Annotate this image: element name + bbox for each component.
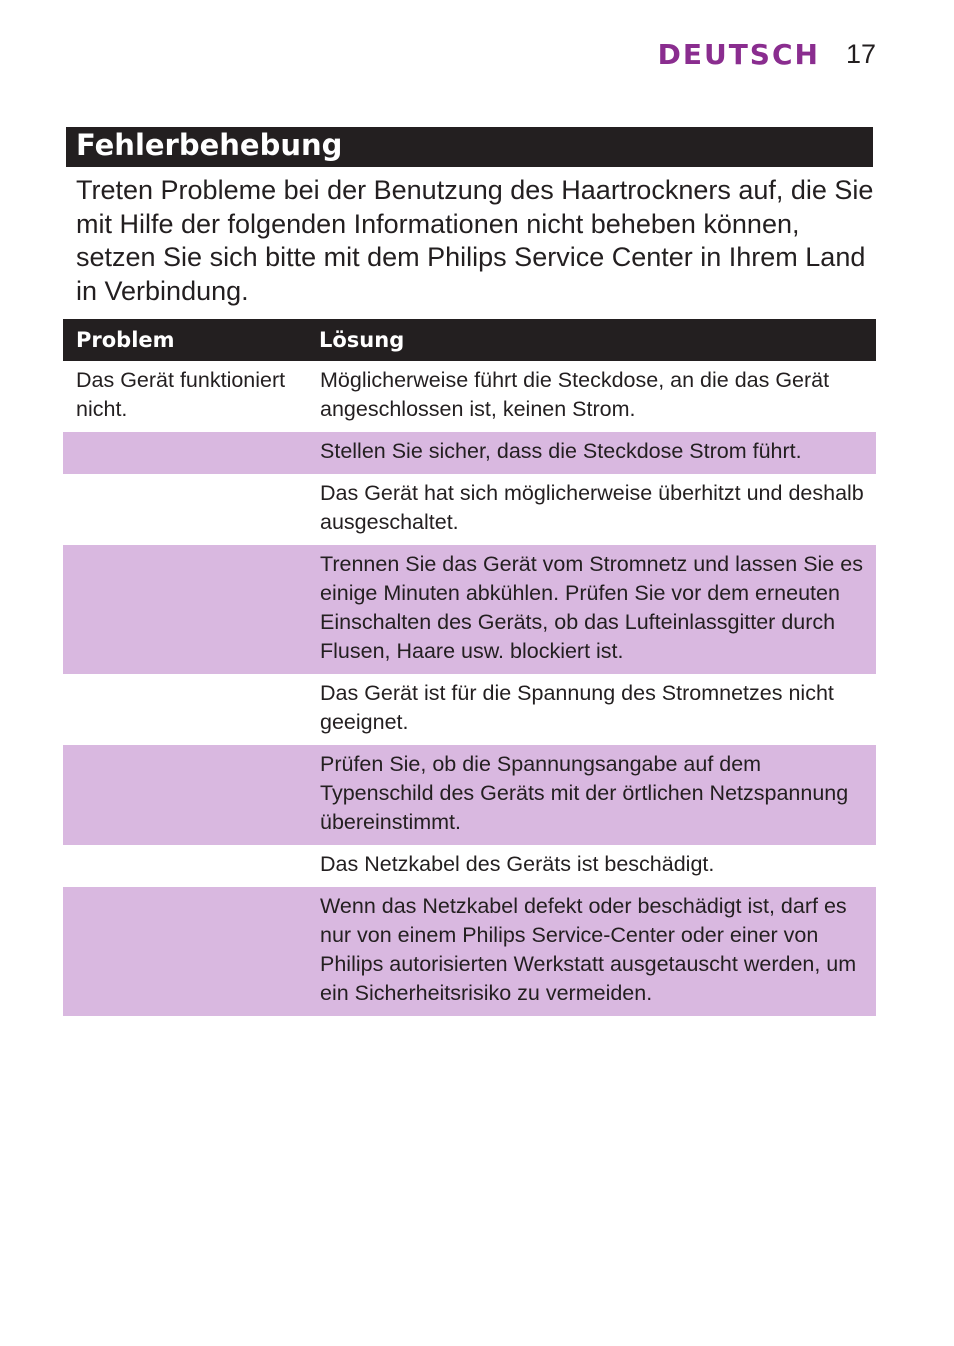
table-row [63,745,876,845]
solution-cell: Das Gerät ist für die Spannung des Stromnetzes nicht geeignet. [320,681,834,734]
problem-cell [63,545,307,674]
table-row [63,361,876,432]
problem-cell [63,845,307,887]
solution-cell: Prüfen Sie, ob die Spannungsangabe auf dem Typenschild des Geräts mit der örtlichen Netzspannung übereinstimmt. [307,745,876,845]
intro-paragraph: Treten Probleme bei der Benutzung des Haartrockners auf, die Sie mit Hilfe der folgenden Informationen nicht beheben können, setzen Sie sich bitte mit dem Philips Service Center in Ihrem Land in Verbindung. [76,175,874,306]
table-header-row [63,319,876,361]
solution-cell: Das Gerät hat sich möglicherweise überhitzt und deshalb ausgeschaltet. [320,481,864,534]
column-header-problem: Problem [63,319,307,361]
table-row [63,845,876,887]
column-header-solution: Lösung [307,319,876,361]
table-row [63,545,876,674]
table-row [63,887,876,1016]
page-number: 17 [845,38,876,69]
solution-cell: Stellen Sie sicher, dass die Steckdose Strom führt. [307,432,876,474]
troubleshooting-table [63,319,876,1016]
language-label: DEUTSCH [657,37,820,71]
solution-cell: Wenn das Netzkabel defekt oder beschädigt ist, darf es nur von einem Philips Service-Center oder einer von Philips autorisierten Werkstatt ausgetauscht werden, um ein Sicherheitsrisiko zu vermeiden. [307,887,876,1016]
page-header [658,36,876,72]
problem-cell [63,745,307,845]
table-row [63,474,876,545]
section-heading: Fehlerbehebung [66,127,873,167]
table-body [63,361,876,1016]
table-row [63,674,876,745]
problem-cell [63,432,307,474]
solution-cell: Das Netzkabel des Geräts ist beschädigt. [320,852,715,876]
table-row [63,432,876,474]
problem-cell [63,887,307,1016]
problem-cell: Das Gerät funktioniert nicht. [76,368,286,421]
problem-cell [63,674,307,745]
solution-cell: Möglicherweise führt die Steckdose, an die das Gerät angeschlossen ist, keinen Strom. [320,368,830,421]
solution-cell: Trennen Sie das Gerät vom Stromnetz und lassen Sie es einige Minuten abkühlen. Prüfen Sie vor dem erneuten Einschalten des Geräts, ob das Lufteinlassgitter durch Flusen, Haare usw. blockiert ist. [307,545,876,674]
problem-cell [63,474,307,545]
